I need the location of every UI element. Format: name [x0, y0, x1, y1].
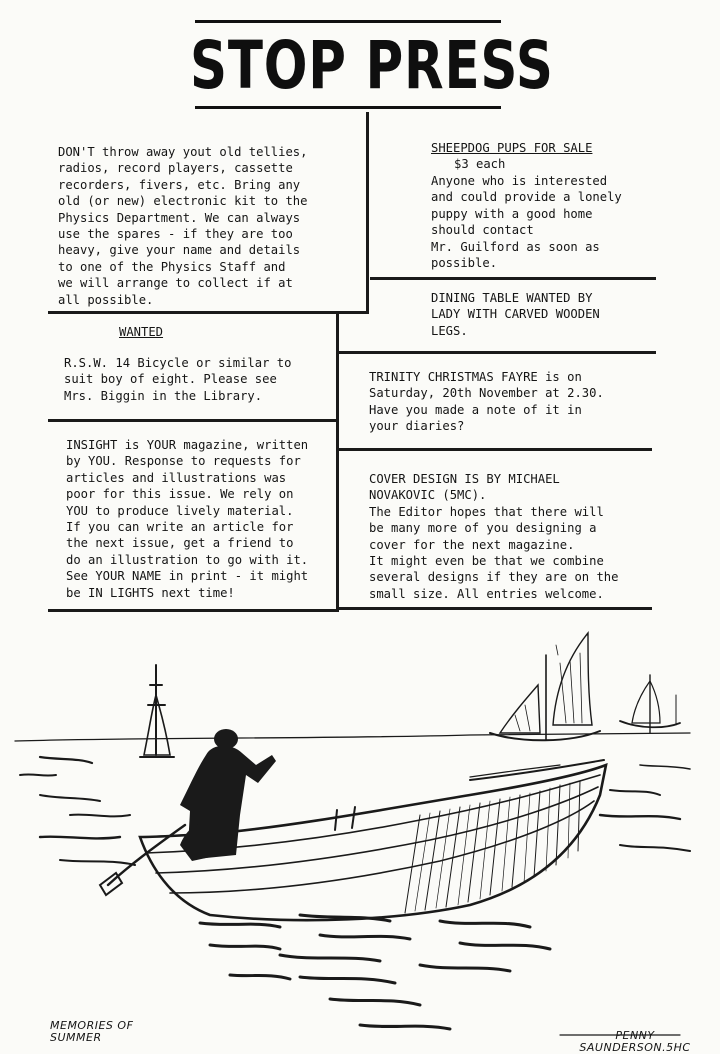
- rule-under-wanted: [48, 419, 338, 422]
- wanted-heading: WANTED: [119, 325, 164, 339]
- electronics-notice: DON'T throw away yout old tellies, radios, record players, cassette recorders, fivers, etc. Bring any old (or new) electronic kit to the Physics Department. We can always use the spares - if they are too heavy, give your name and details to one of the Physics Staff and we will arrange to collect if at all possible.: [58, 145, 308, 307]
- rule-under-fayre: [338, 448, 652, 451]
- rower-figure-icon: [180, 729, 276, 861]
- rule-under-sheepdog: [370, 277, 656, 280]
- buoy-icon: [140, 665, 174, 757]
- rule-under-insight: [48, 609, 338, 612]
- center-vertical-rule-upper: [366, 112, 369, 312]
- center-vertical-rule-lower: [336, 312, 339, 612]
- cover-design-notice: COVER DESIGN IS BY MICHAEL NOVAKOVIC (5MC). The Editor hopes that there will be many more of you designing a cover for the next magazine. It might even be that we combine several designs if they are on the small size. All entries welcome.: [369, 472, 619, 601]
- insight-notice: INSIGHT is YOUR magazine, written by YOU. Response to requests for articles and illustrations was poor for this issue. We rely on YOU to produce lively material. If you can write an article for the next issue, get a friend to do an illustration to go with it. See YOUR NAME in print - it might be IN LIGHTS next time!: [66, 438, 309, 600]
- dining-table-notice: DINING TABLE WANTED BY LADY WITH CARVED WOODEN LEGS.: [431, 291, 600, 338]
- sheepdog-heading: SHEEPDOG PUPS FOR SALE: [431, 141, 593, 155]
- sailboat-icon: [620, 675, 680, 733]
- sailboat-icon: [490, 633, 600, 740]
- sheepdog-price: $3 each: [454, 157, 506, 171]
- illustration-credit: PENNY SAUNDERSON.5HC: [579, 1029, 691, 1054]
- rule-under-electronics: [48, 311, 369, 314]
- rule-under-dining: [338, 351, 656, 354]
- masthead-top-rule: [195, 20, 501, 23]
- masthead-bottom-rule: [195, 106, 501, 109]
- wanted-body: R.S.W. 14 Bicycle or similar to suit boy of eight. Please see Mrs. Biggin in the Library.: [64, 356, 292, 403]
- sheepdog-body: Anyone who is interested and could provide a lonely puppy with a good home should contact Mr. Guilford as soon as possible.: [431, 174, 622, 271]
- rule-under-cover: [338, 607, 652, 610]
- illustration-caption-left: MEMORIES OF SUMMER: [50, 1019, 134, 1044]
- masthead-title: STOP PRESS: [190, 27, 554, 104]
- fayre-notice: TRINITY CHRISTMAS FAYRE is on Saturday, 20th November at 2.30. Have you made a note of it in your diaries?: [369, 370, 604, 434]
- rowing-boat-illustration: [0, 615, 720, 1054]
